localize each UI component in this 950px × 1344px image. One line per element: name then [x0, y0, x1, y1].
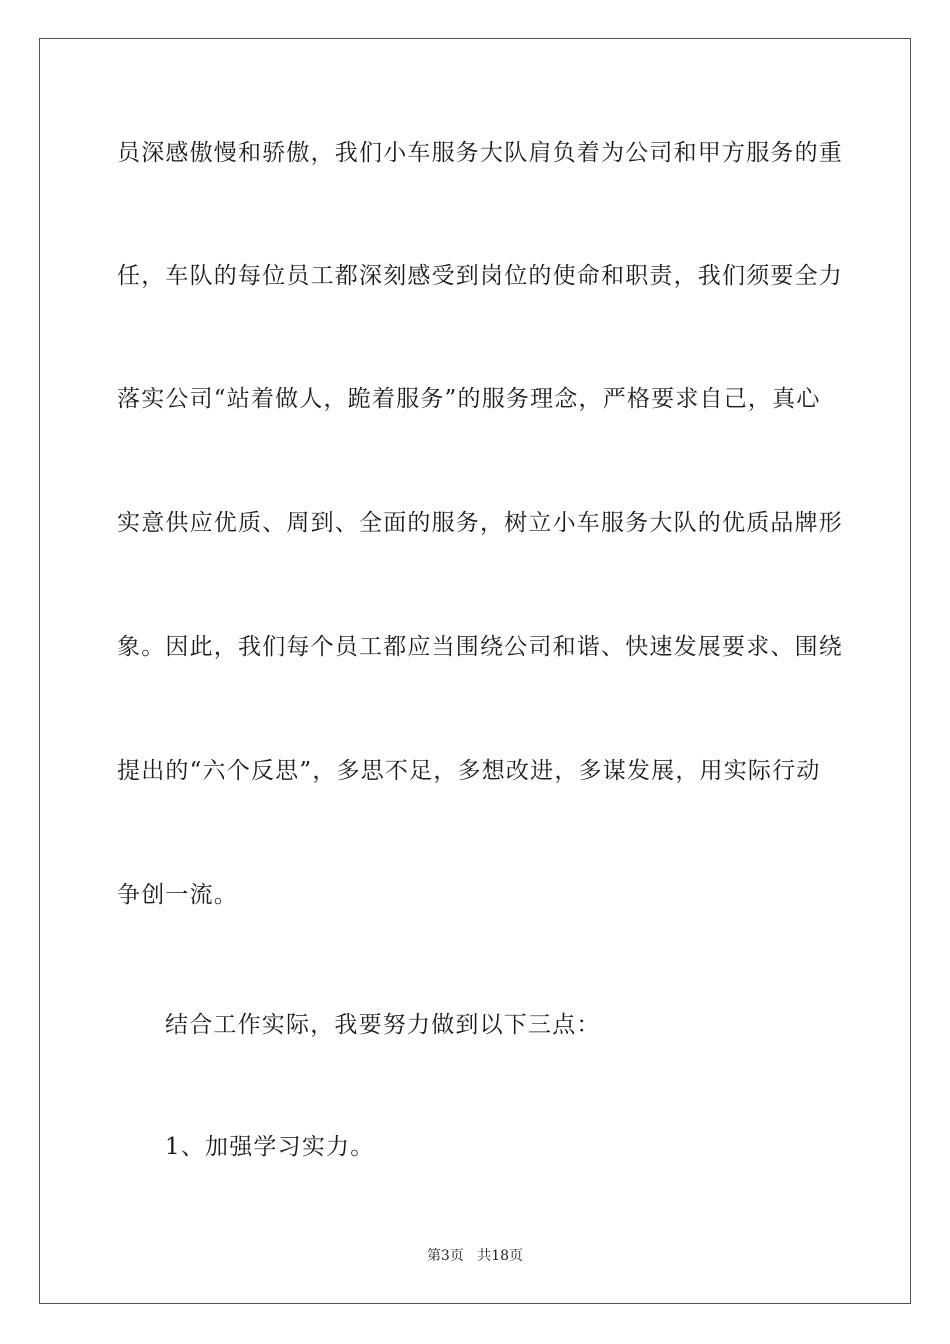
page-footer — [0, 1246, 950, 1266]
point-1: 1、加强学习实力。 — [165, 1134, 375, 1160]
body-line-3: 落实公司“站着做人，跪着服务”的服务理念，严格要求自己，真心 — [117, 386, 821, 412]
body-line-7: 争创一流。 — [117, 882, 238, 908]
body-line-1: 员深感傲慢和骄傲，我们小车服务大队肩负着为公司和甲方服务的重 — [117, 140, 843, 166]
page-number: 第3页 — [426, 1248, 464, 1264]
paragraph-heading: 结合工作实际，我要努力做到以下三点： — [165, 1012, 601, 1038]
body-line-2: 任，车队的每位员工都深刻感受到岗位的使命和职责，我们须要全力 — [117, 263, 843, 289]
body-line-4: 实意供应优质、周到、全面的服务，树立小车服务大队的优质品牌形 — [117, 510, 843, 536]
body-line-5: 象。因此，我们每个员工都应当围绕公司和谐、快速发展要求、围绕 — [117, 634, 843, 660]
body-line-6: 提出的“六个反思”，多思不足，多想改进，多谋发展，用实际行动 — [117, 758, 821, 784]
page-border — [39, 38, 911, 1304]
total-pages: 共18页 — [477, 1248, 524, 1264]
